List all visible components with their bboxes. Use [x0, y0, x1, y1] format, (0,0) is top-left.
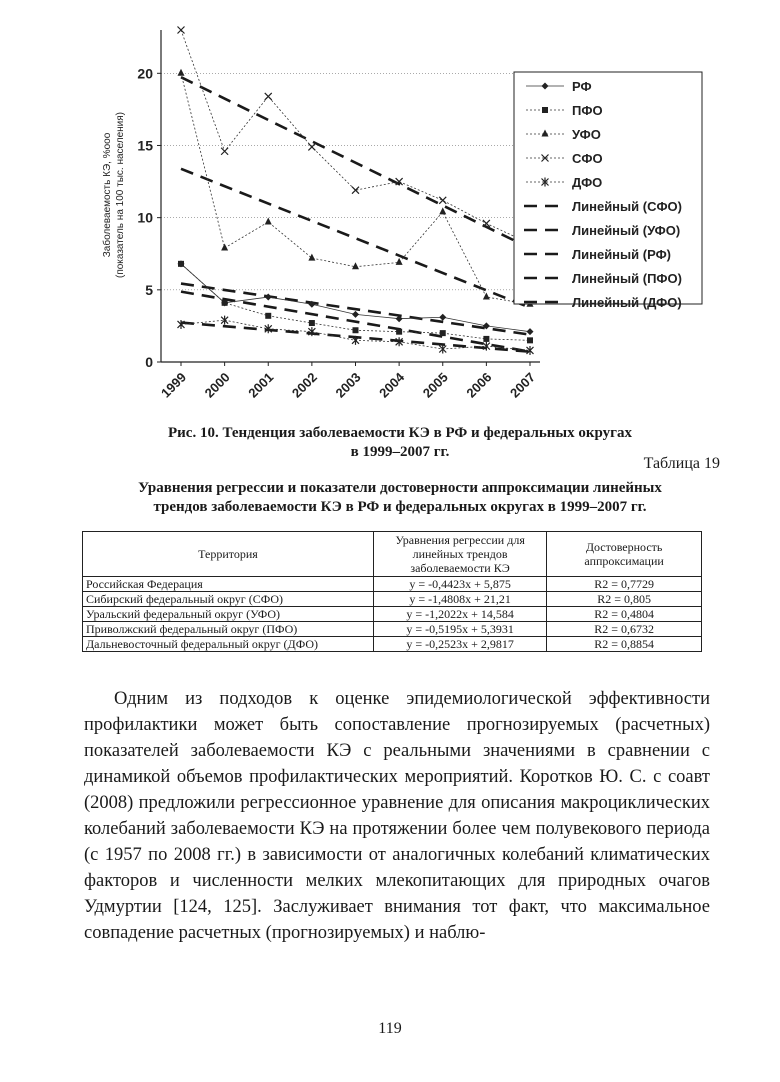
cell-equation: y = -1,2022x + 14,584 — [373, 607, 546, 622]
data-point — [440, 330, 446, 336]
y-tick-label: 15 — [137, 137, 153, 154]
y-axis-label: Заболеваемость КЭ, %ооо — [102, 132, 113, 258]
cell-r2: R2 = 0,7729 — [547, 577, 702, 592]
data-point — [483, 293, 490, 300]
table-row — [83, 577, 702, 592]
x-tick-label: 2007 — [507, 369, 539, 401]
table-title-line2: трендов заболеваемости КЭ в РФ и федеральных округах в 1999–2007 гг. — [153, 499, 647, 515]
data-point — [265, 217, 272, 224]
legend-label: Линейный (УФО) — [572, 223, 681, 238]
legend-label: Линейный (ПФО) — [572, 271, 682, 286]
header-regression: Уравнения регрессии для линейных трендов заболеваемости КЭ — [373, 532, 546, 577]
data-point — [353, 327, 359, 333]
trend-line — [181, 77, 530, 248]
data-point — [178, 261, 184, 267]
y-tick-label: 0 — [145, 354, 153, 370]
incidence-chart — [60, 20, 720, 420]
data-point — [308, 143, 315, 150]
data-point — [439, 314, 446, 321]
legend-label: РФ — [572, 79, 592, 94]
y-axis-label-sub: (показатель на 100 тыс. населения) — [115, 111, 126, 279]
data-point — [396, 258, 403, 265]
cell-equation: y = -0,5195x + 5,3931 — [373, 622, 546, 637]
y-tick-label: 5 — [145, 281, 153, 298]
body-paragraph — [84, 686, 710, 946]
cell-r2: R2 = 0,6732 — [547, 622, 702, 637]
data-point — [352, 311, 359, 318]
data-point — [265, 294, 272, 301]
table-number: Таблица 19 — [643, 455, 720, 472]
series-line — [181, 320, 530, 350]
data-point — [309, 320, 315, 326]
data-point — [439, 197, 446, 204]
table-header-row — [83, 532, 702, 577]
header-approximation: Достоверность аппроксимации — [547, 532, 702, 577]
x-tick-label: 2002 — [288, 369, 320, 401]
data-point — [542, 107, 548, 113]
data-point — [308, 254, 315, 261]
data-point — [178, 320, 185, 329]
data-point — [396, 329, 402, 335]
x-tick-label: 1999 — [158, 369, 190, 401]
tick-labels — [137, 65, 538, 400]
regression-table — [82, 531, 702, 652]
legend-label: УФО — [572, 127, 601, 142]
y-tick-label: 10 — [137, 209, 153, 226]
data-series — [178, 27, 534, 355]
table-row — [83, 622, 702, 637]
data-point — [222, 300, 228, 306]
chart-gridlines — [161, 73, 540, 290]
data-point — [265, 313, 271, 319]
table-row — [83, 637, 702, 652]
cell-r2: R2 = 0,4804 — [547, 607, 702, 622]
x-tick-label: 2000 — [201, 369, 233, 401]
x-tick-label: 2006 — [463, 369, 495, 401]
cell-territory: Дальневосточный федеральный округ (ДФО) — [83, 637, 374, 652]
legend-label: Линейный (СФО) — [572, 199, 682, 214]
cell-r2: R2 = 0,8854 — [547, 637, 702, 652]
data-point — [178, 27, 185, 34]
cell-equation: y = -0,4423x + 5,875 — [373, 577, 546, 592]
data-point — [352, 187, 359, 194]
page-number: 119 — [378, 1020, 402, 1037]
data-point — [439, 207, 446, 214]
y-tick-label: 20 — [137, 65, 153, 82]
legend-box — [514, 72, 702, 304]
table-row — [83, 592, 702, 607]
data-point — [352, 336, 359, 345]
data-point — [527, 337, 533, 343]
cell-r2: R2 = 0,805 — [547, 592, 702, 607]
cell-territory: Сибирский федеральный округ (СФО) — [83, 592, 374, 607]
cell-territory: Российская Федерация — [83, 577, 374, 592]
x-tick-label: 2004 — [376, 369, 408, 401]
legend-label: Линейный (ДФО) — [572, 295, 682, 310]
series-line — [181, 73, 530, 304]
cell-equation: y = -1,4808x + 21,21 — [373, 592, 546, 607]
table-title-line1: Уравнения регрессии и показатели достоверности аппроксимации линейных — [138, 480, 662, 496]
trend-lines — [181, 77, 530, 352]
figure-caption-line2: в 1999–2007 гг. — [350, 444, 450, 460]
data-point — [527, 328, 534, 335]
cell-equation: y = -0,2523x + 2,9817 — [373, 637, 546, 652]
data-point — [178, 69, 185, 76]
data-point — [352, 262, 359, 269]
legend-label: Линейный (РФ) — [572, 247, 671, 262]
x-tick-label: 2001 — [245, 369, 277, 401]
data-point — [221, 243, 228, 250]
paragraph-text: Одним из подходов к оценке эпидемиологической эффективности профилактики может быть сопоставление прогнозируемых (расчетных) показателей заболеваемости КЭ с реальными значениями в сравнении с динамикой объемов профилактических мероприятий. Коротков Ю. С. с соавт (2008) предложили регрессионное уравнение для описания макроциклических колебаний заболеваемости КЭ на протяжении более чем полувекового периода (с 1957 по 2008 гг.) в зависимости от аналогичных колебаний климатических факторов и численности мелких млекопитающих для природных очагов Удмуртии [124, 125]. Заслуживает внимания тот факт, что максимальное совпадение расчетных (прогнозируемых) и наблю- — [84, 689, 710, 943]
cell-territory: Приволжский федеральный округ (ПФО) — [83, 622, 374, 637]
data-point — [483, 336, 489, 342]
x-tick-label: 2005 — [419, 369, 451, 401]
header-territory: Территория — [83, 532, 374, 577]
chart-axes — [157, 30, 540, 366]
x-tick-label: 2003 — [332, 369, 364, 401]
legend-label: ДФО — [572, 175, 603, 190]
cell-territory: Уральский федеральный округ (УФО) — [83, 607, 374, 622]
figure-caption-line1: Рис. 10. Тенденция заболеваемости КЭ в РФ и федеральных округах — [167, 425, 632, 441]
table-row — [83, 607, 702, 622]
data-point — [221, 148, 228, 155]
data-point — [265, 93, 272, 100]
chart-legend — [514, 72, 702, 310]
legend-label: СФО — [572, 151, 603, 166]
legend-label: ПФО — [572, 103, 603, 118]
series-line — [181, 30, 530, 244]
